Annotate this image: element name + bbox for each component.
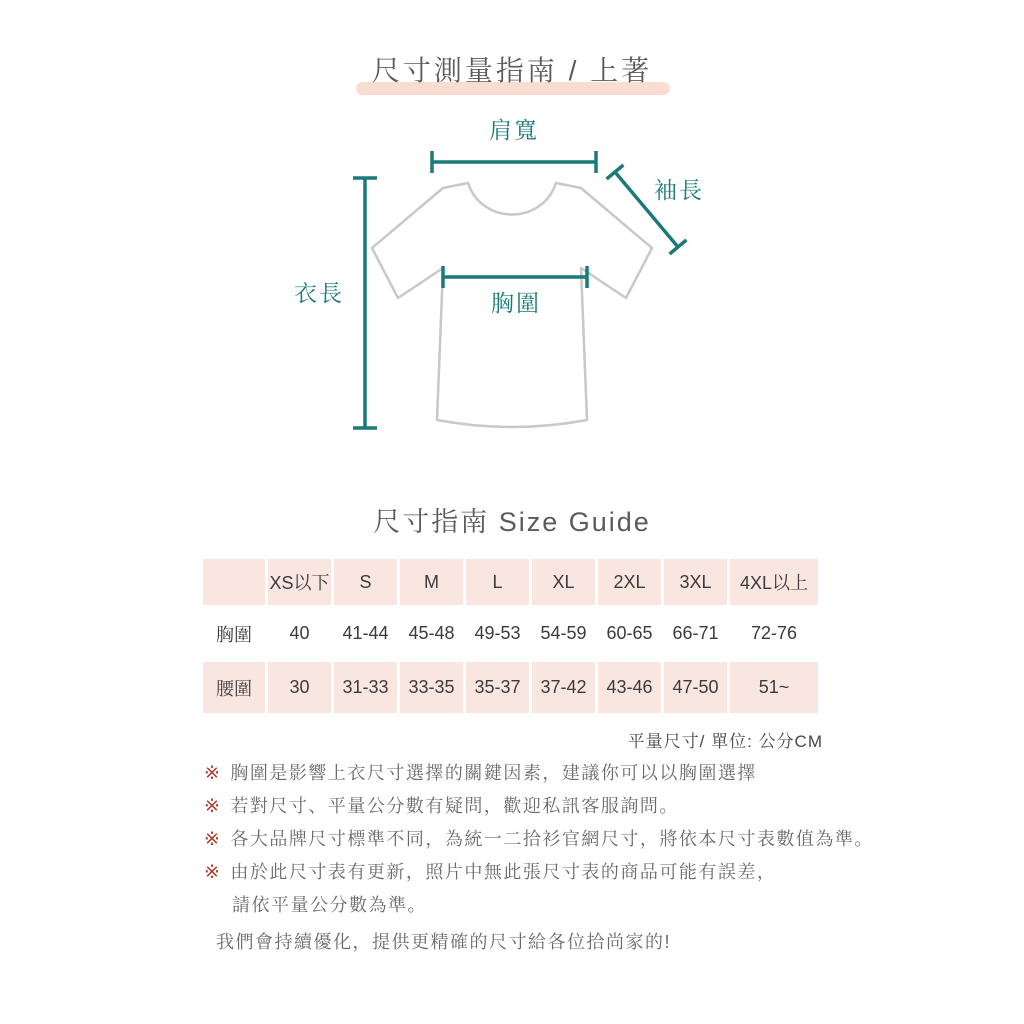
length-measure-line — [353, 178, 377, 428]
size-table-cell: 66-71 — [664, 608, 727, 659]
size-table-cell: 30 — [268, 662, 331, 713]
size-table-corner-cell — [203, 559, 265, 605]
chest-label: 胸圍 — [491, 290, 541, 316]
size-table-column-header: XL — [532, 559, 595, 605]
tshirt-measurement-diagram — [280, 115, 725, 490]
size-table-cell: 35-37 — [466, 662, 529, 713]
note-marker: ※ — [204, 796, 222, 817]
note-line: ※ 若對尺寸、平量公分數有疑問，歡迎私訊客服詢問。 — [204, 796, 679, 817]
size-table-cell: 51~ — [730, 662, 818, 713]
size-table-cell: 43-46 — [598, 662, 661, 713]
note-line: ※ 由於此尺寸表有更新，照片中無此張尺寸表的商品可能有誤差， — [204, 862, 777, 883]
page-title-text: 尺寸測量指南 / 上著 — [371, 55, 653, 86]
chest-measure-line — [443, 266, 587, 288]
size-table-column-header: 3XL — [664, 559, 727, 605]
sleeve-label: 袖長 — [654, 177, 704, 203]
note-line: ※ 胸圍是影響上衣尺寸選擇的關鍵因素，建議你可以以胸圍選擇 — [204, 763, 757, 784]
notes-list — [204, 757, 874, 959]
size-table-row-label: 腰圍 — [203, 662, 265, 713]
size-table-column-header: XS以下 — [268, 559, 331, 605]
size-table-cell: 72-76 — [730, 608, 818, 659]
page-header — [0, 49, 1024, 89]
size-table-column-header: 2XL — [598, 559, 661, 605]
size-table-cell: 54-59 — [532, 608, 595, 659]
closing-note: 我們會持續優化，提供更精確的尺寸給各位拾尚家的! — [216, 932, 671, 952]
size-table-column-header: S — [334, 559, 397, 605]
size-table-row-label: 胸圍 — [203, 608, 265, 659]
size-table-cell: 40 — [268, 608, 331, 659]
size-table-cell: 41-44 — [334, 608, 397, 659]
shoulder-measure-line — [432, 151, 596, 173]
size-table-cell: 45-48 — [400, 608, 463, 659]
shoulder-label: 肩寬 — [489, 117, 539, 143]
note-marker: ※ — [204, 862, 222, 883]
page-title — [372, 49, 652, 89]
size-table-row — [203, 608, 818, 659]
size-table-cell: 49-53 — [466, 608, 529, 659]
size-table-cell: 31-33 — [334, 662, 397, 713]
size-table-column-header: 4XL以上 — [730, 559, 818, 605]
size-table-header-row — [203, 559, 818, 605]
note-line: ※ 各大品牌尺寸標準不同，為統一二拾衫官網尺寸，將依本尺寸表數值為準。 — [204, 829, 874, 850]
length-label: 衣長 — [294, 280, 344, 306]
size-table-row — [203, 662, 818, 713]
tshirt-neckline — [468, 183, 556, 215]
size-table-cell: 47-50 — [664, 662, 727, 713]
unit-note: 平量尺寸/ 單位: 公分CM — [627, 732, 823, 751]
note-continuation-line: 請依平量公分數為準。 — [232, 895, 427, 915]
size-table — [200, 556, 821, 716]
note-marker: ※ — [204, 829, 222, 850]
section-title: 尺寸指南 Size Guide — [373, 507, 651, 537]
size-table-wrap — [200, 556, 821, 716]
note-marker: ※ — [204, 763, 222, 784]
size-table-column-header: M — [400, 559, 463, 605]
size-table-cell: 60-65 — [598, 608, 661, 659]
size-table-cell: 33-35 — [400, 662, 463, 713]
size-table-column-header: L — [466, 559, 529, 605]
size-table-cell: 37-42 — [532, 662, 595, 713]
